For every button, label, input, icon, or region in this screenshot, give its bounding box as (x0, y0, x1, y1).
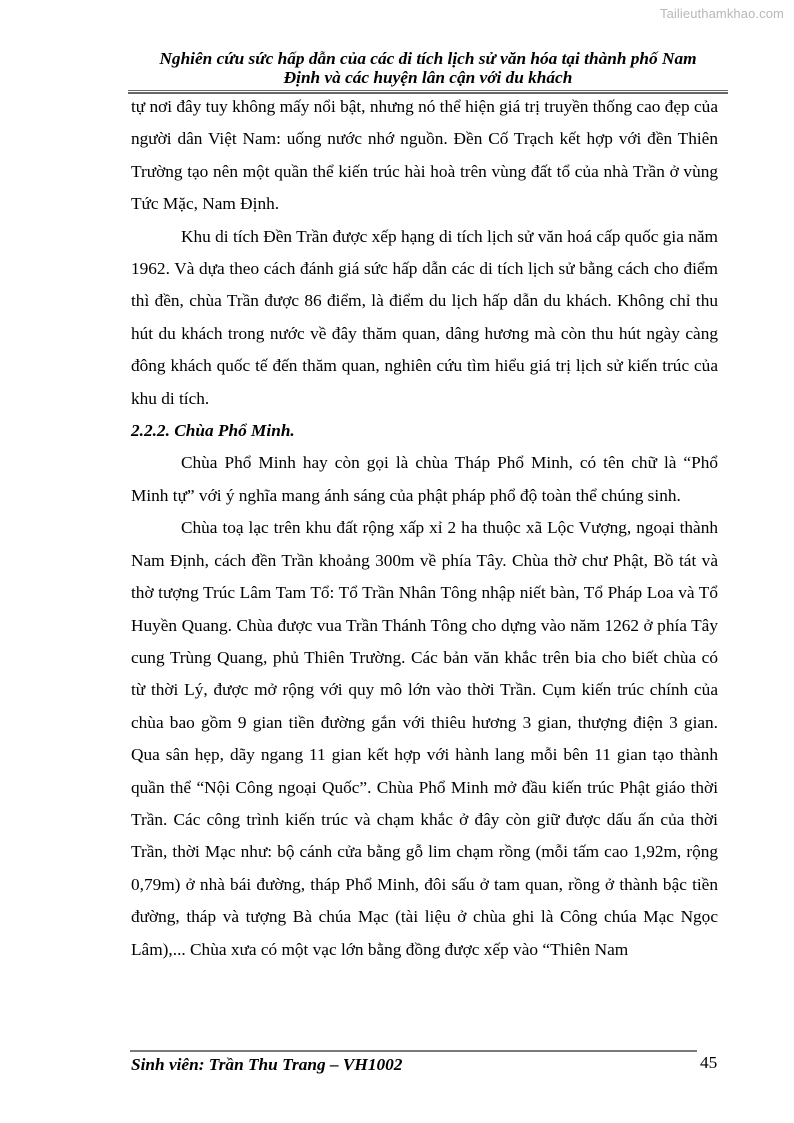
paragraph-pho-minh-location: Chùa toạ lạc trên khu đất rộng xấp xỉ 2 ha thuộc xã Lộc Vượng, ngoại thành Nam Định, cách đền Trần khoảng 300m về phía Tây. Chùa thờ chư Phật, Bồ tát và thờ tượng Trúc Lâm Tam Tổ: Tổ Trần Nhân Tông nhập niết bàn, Tổ Pháp Loa và Tổ Huyền Quang. Chùa được vua Trần Thánh Tông cho dựng vào năm 1262 ở phía Tây cung Trùng Quang, phủ Thiên Trường. Các bản văn khắc trên bia cho biết chùa có từ thời Lý, được mở rộng với quy mô lớn vào thời Trần. Cụm kiến trúc chính của chùa bao gồm 9 gian tiền đường gắn với thiêu hương 3 gian, thượng điện 3 gian. Qua sân hẹp, dãy ngang 11 gian kết hợp với hành lang mỗi bên 11 gian tạo thành quần thể “Nội Công ngoại Quốc”. Chùa Phổ Minh mở đầu kiến trúc Phật giáo thời Trần. Các công trình kiến trúc và chạm khắc ở đây còn giữ được dấu ấn của thời Trần, thời Mạc như: bộ cánh cửa bằng gỗ lim chạm rồng (mỗi tấm cao 1,92m, rộng 0,79m) ở nhà bái đường, tháp Phổ Minh, đôi sấu ở tam quan, rồng ở thành bậc tiền đường, tháp và tượng Bà chúa Mạc (tài liệu ở chùa ghi là Công chúa Mạc Ngọc Lâm),... Chùa xưa có một vạc lớn bằng đồng được xếp vào “Thiên Nam (131, 518, 718, 959)
header-title-line2: Định và các huyện lân cận với du khách (283, 68, 573, 87)
section-heading-chua-pho-minh: 2.2.2. Chùa Phổ Minh. (131, 421, 295, 441)
header-title-line1: Nghiên cứu sức hấp dẫn của các di tích lịch sử văn hóa tại thành phố Nam (159, 49, 697, 68)
watermark: Tailieuthamkhao.com (659, 6, 784, 21)
paragraph-continuation: tự nơi đây tuy không mấy nổi bật, nhưng nó thể hiện giá trị truyền thống cao đẹp của người dân Việt Nam: uống nước nhớ nguồn. Đền Cố Trạch kết hợp với đền Thiên Trường tạo nên một quần thể kiến trúc hài hoà trên vùng đất tổ của nhà Trần ở vùng Tức Mặc, Nam Định. (131, 97, 718, 214)
footer-author: Sinh viên: Trần Thu Trang – VH1002 (131, 1055, 403, 1074)
paragraph-pho-minh-intro: Chùa Phổ Minh hay còn gọi là chùa Tháp Phổ Minh, có tên chữ là “Phổ Minh tự” với ý nghĩa mang ánh sáng của phật pháp phổ độ toàn thể chúng sinh. (131, 453, 718, 505)
page-body (131, 91, 718, 966)
page-number: 45 (700, 1053, 718, 1072)
paragraph-den-tran-ranking: Khu di tích Đền Trần được xếp hạng di tích lịch sử văn hoá cấp quốc gia năm 1962. Và dựa theo cách đánh giá sức hấp dẫn các di tích lịch sử bằng cách cho điểm thì đền, chùa Trần được 86 điểm, là điểm du lịch hấp dẫn du khách. Không chỉ thu hút du khách trong nước về đây thăm quan, dâng hương mà còn thu hút ngày càng đông khách quốc tế đến thăm quan, nghiên cứu tìm hiểu giá trị lịch sử kiến trúc của khu di tích. (131, 226, 718, 408)
footer-divider (130, 1050, 697, 1052)
page-header (128, 49, 728, 87)
